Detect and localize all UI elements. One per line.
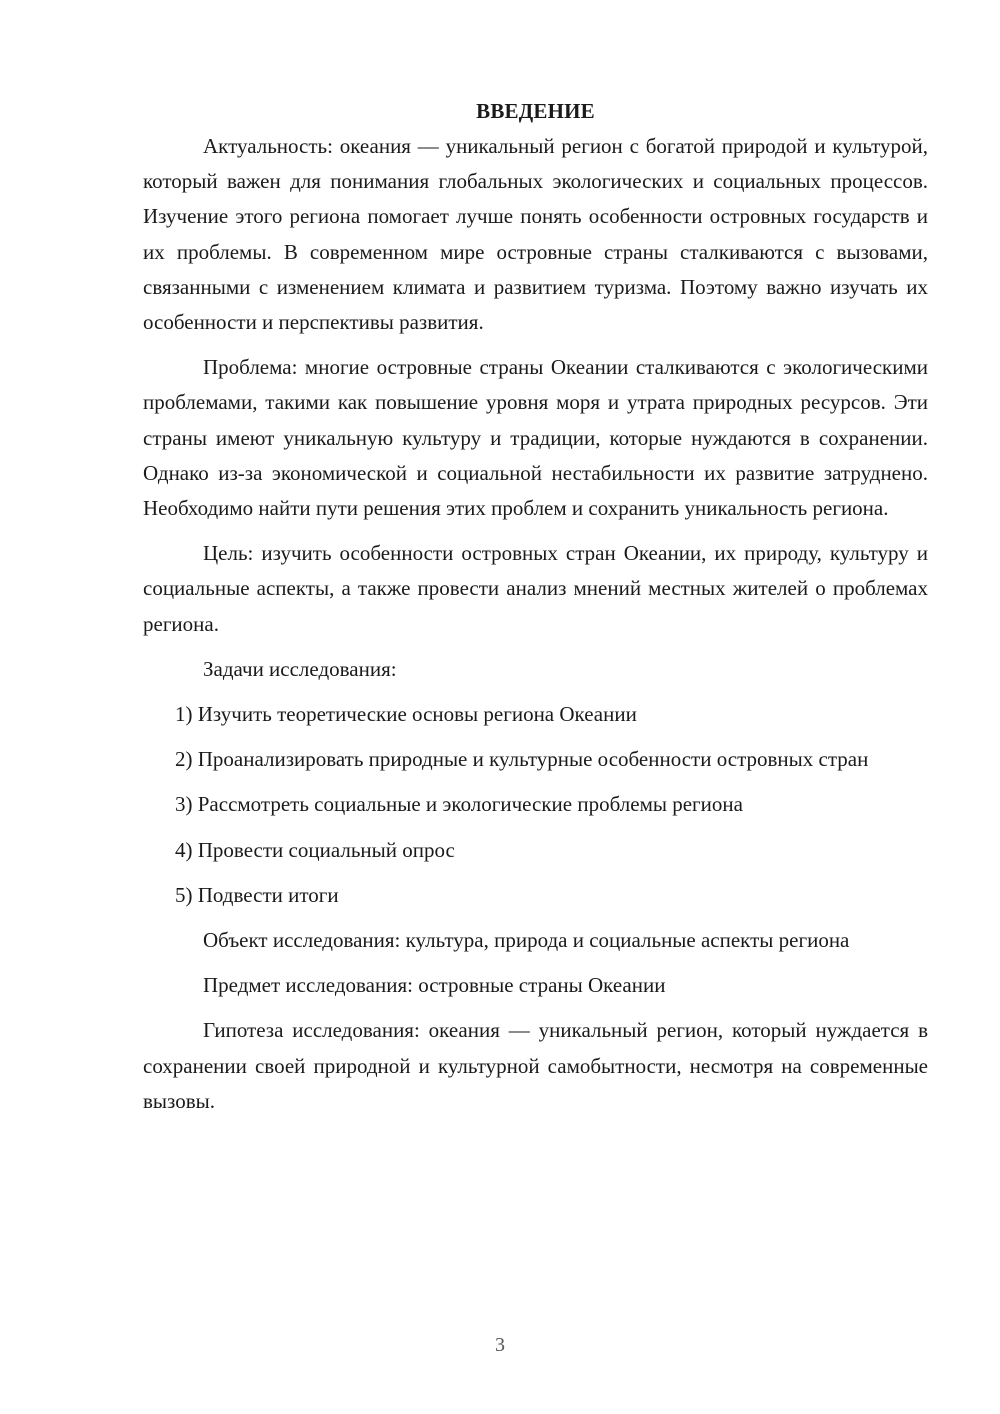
paragraph-object: Объект исследования: культура, природа и социальные аспекты региона	[203, 928, 850, 953]
paragraph-relevance: Актуальность: океания — уникальный регион с богатой природой и культурой, который важен для понимания глобальных экологических и социальных процессов. Изучение этого региона помогает лучше понять особенности островных государств и их проблемы. В современном мире островные страны сталкиваются с вызовами, связанными с изменением климата и развитием туризма. Поэтому важно изучать их особенности и перспективы развития.	[143, 134, 928, 335]
paragraph-problem: Проблема: многие островные страны Океании сталкиваются с экологическими проблемами, такими как повышение уровня моря и утрата природных ресурсов. Эти страны имеют уникальную культуру и традиции, которые нуждаются в сохранении. Однако из-за экономической и социальной нестабильности их развитие затруднено. Необходимо найти пути решения этих проблем и сохранить уникальность региона.	[143, 355, 928, 521]
tasks-list	[143, 697, 928, 913]
page-title: ВВЕДЕНИЕ	[476, 99, 595, 123]
list-item: 4) Провести социальный опрос	[175, 837, 455, 862]
paragraph-goal: Цель: изучить особенности островных стран Океании, их природу, культуру и социальные аспекты, а также провести анализ мнений местных жителей о проблемах региона.	[143, 541, 928, 636]
tasks-heading: Задачи исследования:	[203, 656, 397, 681]
list-item: 5) Подвести итоги	[175, 882, 339, 907]
paragraph-subject: Предмет исследования: островные страны Океании	[203, 973, 666, 998]
list-item: 3) Рассмотреть социальные и экологические проблемы региона	[175, 792, 743, 817]
paragraph-hypothesis: Гипотеза исследования: океания — уникальный регион, который нуждается в сохранении своей природной и культурной самобытности, несмотря на современные вызовы.	[143, 1018, 928, 1113]
page-number: 3	[495, 1334, 505, 1356]
list-item: 1) Изучить теоретические основы региона Океании	[175, 702, 637, 727]
list-item: 2) Проанализировать природные и культурные особенности островных стран	[175, 747, 869, 772]
document-page	[143, 96, 928, 1119]
